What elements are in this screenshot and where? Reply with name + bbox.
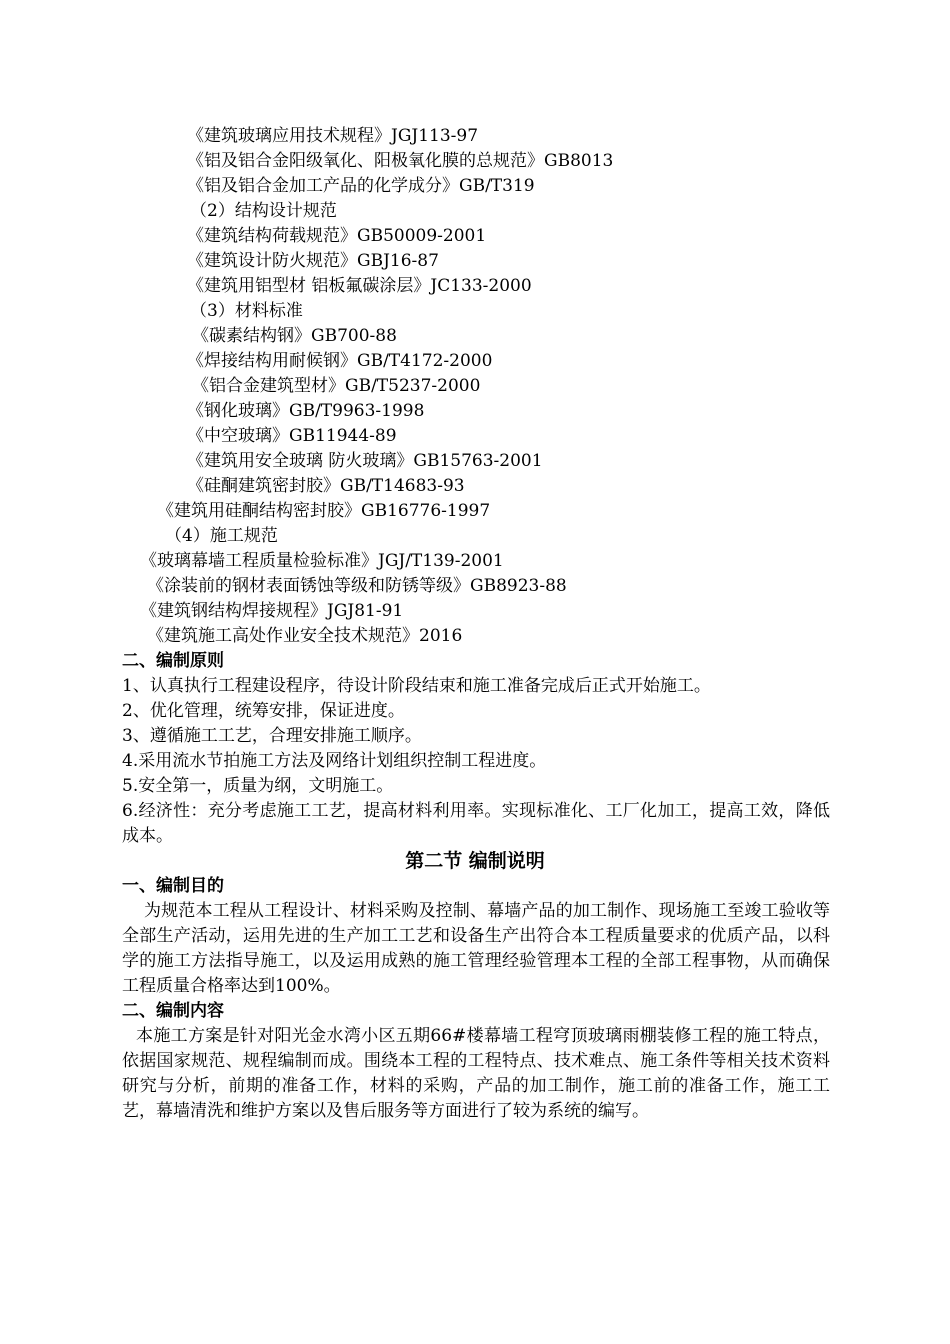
- principle-item: 4.采用流水节拍施工方法及网络计划组织控制工程进度。: [122, 751, 547, 771]
- standard-item: 《涂装前的钢材表面锈蚀等级和防锈等级》GB8923-88: [147, 576, 567, 596]
- principle-item: 3、遵循施工工艺，合理安排施工顺序。: [122, 726, 422, 746]
- purpose-paragraph: 为规范本工程从工程设计、材料采购及控制、幕墙产品的加工制作、现场施工至竣工验收等全部生产活动，运用先进的生产加工工艺和设备生产出符合本工程质量要求的优质产品，以科学的施工方法指导施工，以及运用成熟的施工管理经验管理本工程的全部工程事物，从而确保工程质量合格率达到100%。: [122, 901, 830, 996]
- standard-item: 《建筑用铝型材 铝板氟碳涂层》JC133-2000: [187, 276, 532, 296]
- principle-item: 6.经济性：充分考虑施工工艺，提高材料利用率。实现标准化、工厂化加工，提高工效，降低成本。: [122, 801, 830, 846]
- standard-item: 《铝合金建筑型材》GB/T5237-2000: [192, 376, 481, 396]
- principle-item: 1、认真执行工程建设程序，待设计阶段结束和施工准备完成后正式开始施工。: [122, 676, 711, 696]
- standard-item: 《铝及铝合金阳级氧化、阳极氧化膜的总规范》GB8013: [187, 151, 614, 171]
- standard-item: 《铝及铝合金加工产品的化学成分》GB/T319: [187, 176, 535, 196]
- standard-item: 《硅酮建筑密封胶》GB/T14683-93: [187, 476, 465, 496]
- standard-item: 《钢化玻璃》GB/T9963-1998: [187, 401, 425, 421]
- content-paragraph: 本施工方案是针对阳光金水湾小区五期66#楼幕墙工程穹顶玻璃雨棚装修工程的施工特点，依据国家规范、规程编制而成。围绕本工程的工程特点、技术难点、施工条件等相关技术资料研究与分析，前期的准备工作，材料的采购，产品的加工制作，施工前的准备工作，施工工艺，幕墙清洗和维护方案以及售后服务等方面进行了较为系统的编写。: [122, 1026, 830, 1121]
- principle-item: 2、优化管理，统筹安排，保证进度。: [122, 701, 405, 721]
- section-title: 第二节 编制说明: [405, 850, 545, 872]
- standard-item: 《建筑钢结构焊接规程》JGJ81-91: [140, 601, 404, 621]
- subsection-heading: （2）结构设计规范: [190, 201, 337, 221]
- standard-item: 《建筑施工高处作业安全技术规范》2016: [147, 626, 463, 646]
- purpose-heading: 一、编制目的: [122, 876, 224, 896]
- standard-item: 《建筑玻璃应用技术规程》JGJ113-97: [187, 126, 479, 146]
- standard-item: 《焊接结构用耐候钢》GB/T4172-2000: [187, 351, 493, 371]
- standard-item: 《建筑设计防火规范》GBJ16-87: [187, 251, 439, 271]
- standard-item: 《建筑用安全玻璃 防火玻璃》GB15763-2001: [187, 451, 543, 471]
- standard-item: 《碳素结构钢》GB700-88: [192, 326, 397, 346]
- standard-item: 《玻璃幕墙工程质量检验标准》JGJ/T139-2001: [140, 551, 504, 571]
- standard-item: 《建筑结构荷载规范》GB50009-2001: [187, 226, 487, 246]
- content-heading: 二、编制内容: [122, 1001, 224, 1021]
- standard-item: 《中空玻璃》GB11944-89: [187, 426, 397, 446]
- principles-heading: 二、编制原则: [122, 651, 224, 671]
- subsection-heading: （3）材料标准: [190, 301, 303, 321]
- principle-item: 5.安全第一，质量为纲，文明施工。: [122, 776, 394, 796]
- standard-item: 《建筑用硅酮结构密封胶》GB16776-1997: [157, 501, 491, 521]
- subsection-heading: （4）施工规范: [165, 526, 278, 546]
